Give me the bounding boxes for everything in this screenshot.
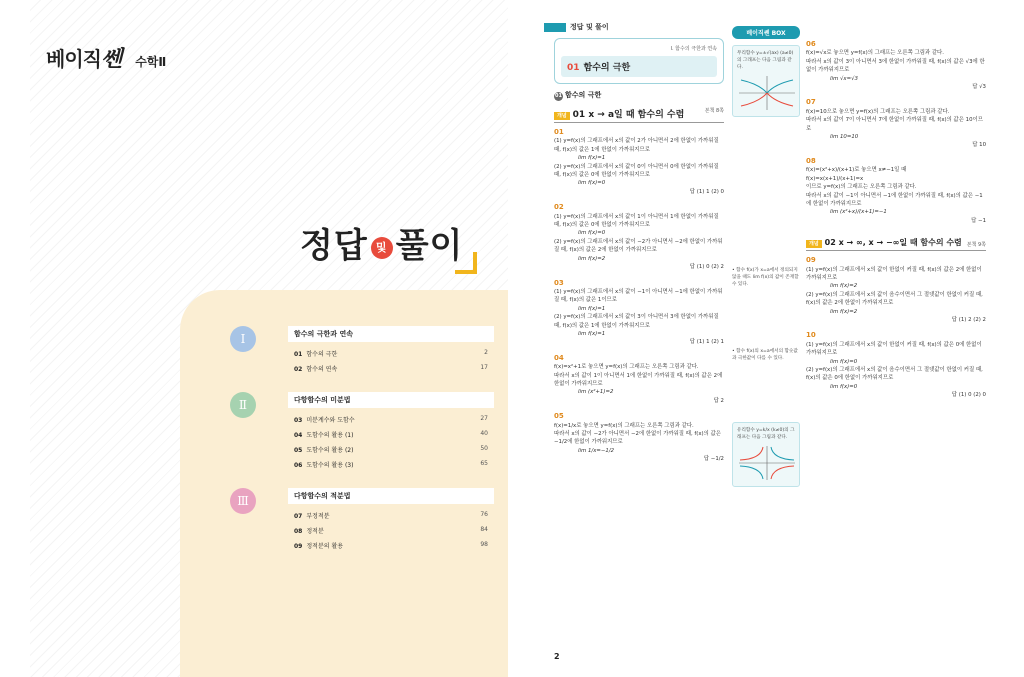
toc-section-heading: 다항함수의 미분법 xyxy=(288,392,494,408)
toc-entry-page: 17 xyxy=(480,364,488,371)
page-number: 2 xyxy=(554,652,560,661)
box-panel-sqrt xyxy=(732,45,800,117)
problem-line: (2) y=f(x)의 그래프에서 x의 값이 음수이면서 그 절댓값이 한없이 커질 때, f(x)의 값은 0에 한없이 가까워지므로 xyxy=(806,367,983,382)
right-page-solutions xyxy=(522,0,994,677)
toc-section xyxy=(230,326,494,376)
answer: 답 (1) 0 (2) 2 xyxy=(689,264,724,271)
answer: 답 (1) 1 (2) 1 xyxy=(689,339,724,346)
answer: 답 (1) 1 (2) 0 xyxy=(689,188,724,195)
toc-entry-label: 부정적분 xyxy=(306,513,330,520)
problem-line: lim 1/x=−1/2 xyxy=(578,447,615,454)
problem-list xyxy=(554,128,724,464)
toc-entry-page: 76 xyxy=(480,511,488,518)
problem-block xyxy=(554,203,724,271)
problem-line: lim f(x)=0 xyxy=(830,358,858,365)
toc-entry-code: 01 xyxy=(294,351,303,358)
problem-block xyxy=(554,128,724,196)
toc-entry-page: 98 xyxy=(480,541,488,548)
toc-entry-page: 65 xyxy=(480,460,488,467)
problem-line: f(x)=x(x+1)/(x+1)=x xyxy=(806,175,864,182)
toc-entry-page: 40 xyxy=(480,430,488,437)
toc-entry-label: 미분계수와 도함수 xyxy=(306,417,355,424)
box-panel-rational xyxy=(732,422,800,487)
problem-block xyxy=(806,98,986,149)
problem-number: 08 xyxy=(806,156,816,165)
problem-line: lim f(x)=1 xyxy=(578,305,606,312)
toc-entry-code: 04 xyxy=(294,432,303,439)
toc-section-number: Ⅱ xyxy=(230,392,256,418)
problem-number: 01 xyxy=(554,128,564,136)
problem-line: 이므로 y=f(x)의 그래프는 오른쪽 그림과 같다. xyxy=(806,184,917,191)
toc-entry[interactable] xyxy=(288,412,494,427)
concept-tag: 개념 xyxy=(554,112,570,120)
main-column xyxy=(554,38,724,471)
box-text: 무리함수 y=±√(ax) (a≠0)의 그래프는 다음 그림과 같다. xyxy=(737,51,794,70)
problem-number: 10 xyxy=(806,331,816,340)
toc-section-heading: 함수의 극한과 연속 xyxy=(288,326,494,342)
problem-line: (1) y=f(x)의 그래프에서 x의 값이 2가 아니면서 2에 한없이 가까워질 때, f(x)의 값은 1에 한없이 가까워지므로 xyxy=(554,138,719,153)
problem-line: lim (x²+1)=2 xyxy=(578,389,614,396)
problem-line: f(x)=10으로 놓으면 y=f(x)의 그래프는 오른쪽 그림과 같다. xyxy=(806,108,950,115)
problem-number: 09 xyxy=(806,256,816,265)
side-problem-list xyxy=(806,40,986,225)
toc-entry-code: 05 xyxy=(294,447,303,454)
concept-header-01 xyxy=(554,107,724,123)
problem-line: lim f(x)=0 xyxy=(578,180,606,187)
problem-line: 따라서 x의 값이 −1이 아니면서 −1에 한없이 가까워질 때, f(x)의 값은 −1에 한없이 가까워지므로 xyxy=(806,192,983,207)
header-label: 정답 및 풀이 xyxy=(570,23,609,31)
brand-mark: 쎈 xyxy=(100,46,122,72)
toc-entry-label: 도함수의 활용 (2) xyxy=(306,447,354,454)
toc-entry-page: 50 xyxy=(480,445,488,452)
concept-header-02 xyxy=(806,235,986,251)
toc-entry-label: 정적분 xyxy=(306,528,324,535)
toc-entry-code: 09 xyxy=(294,543,303,550)
toc-entry[interactable] xyxy=(288,427,494,442)
side-column xyxy=(806,40,986,407)
side-problem-list-2 xyxy=(806,256,986,400)
toc-section-number: Ⅰ xyxy=(230,326,256,352)
toc-section xyxy=(230,488,494,553)
problem-line: lim √x=√3 xyxy=(830,75,858,82)
subject-label: 수학Ⅱ xyxy=(135,55,167,69)
unit-number: 01 xyxy=(567,63,580,73)
answer: 답 (1) 2 (2) 2 xyxy=(951,316,986,323)
problem-line: (2) y=f(x)의 그래프에서 x의 값이 음수이면서 그 절댓값이 한없이 커질 때, f(x)의 값은 2에 한없이 가까워지므로 xyxy=(806,291,983,307)
problem-line: (2) y=f(x)의 그래프에서 x의 값이 3이 아니면서 3에 한없이 가까워질 때, f(x)의 값은 1에 한없이 가까워지므로 xyxy=(554,314,719,329)
brand-name: 베이직 xyxy=(46,47,101,71)
left-page-cover xyxy=(30,0,508,677)
problem-number: 07 xyxy=(806,98,816,107)
toc-entry-code: 03 xyxy=(294,417,303,424)
brand-logo xyxy=(46,42,166,73)
title-mid-badge: 및 xyxy=(371,237,393,259)
sqrt-graph-illustration xyxy=(737,74,797,112)
toc-entry-page: 2 xyxy=(484,349,488,356)
box-note-2: • 함수 f(x)의 x=a에서의 함숫값과 극한값이 다를 수 있다. xyxy=(732,349,798,361)
toc-entry-label: 정적분의 활용 xyxy=(306,543,344,550)
problem-number: 06 xyxy=(806,40,816,48)
corner-bracket-decoration xyxy=(455,252,477,274)
toc-entry[interactable] xyxy=(288,538,494,553)
toc-entry[interactable] xyxy=(288,457,494,472)
concept2-reference: 본책 9쪽 xyxy=(966,242,986,249)
answer: 답 √3 xyxy=(972,84,986,91)
problem-line: (2) y=f(x)의 그래프에서 x의 값이 0이 아니면서 0에 한없이 가까워질 때, f(x)의 값은 0에 한없이 가까워지므로 xyxy=(554,163,719,179)
toc-entry-code: 02 xyxy=(294,366,303,373)
problem-line: (1) y=f(x)의 그래프에서 x의 값이 −1이 아니면서 −1에 한없이 가까워질 때, f(x)의 값은 1이므로 xyxy=(554,288,723,304)
unit-title-text: 함수의 극한 xyxy=(583,63,631,73)
concept2-tag: 개념 xyxy=(806,240,822,248)
problem-line: (2) y=f(x)의 그래프에서 x의 값이 −2가 아니면서 −2에 한없이 가까워질 때, f(x)의 값은 2에 한없이 가까워지므로 xyxy=(554,238,723,254)
problem-line: lim 10=10 xyxy=(830,134,859,141)
header-book-icon xyxy=(544,23,566,32)
unit-card xyxy=(554,38,724,84)
problem-number: 05 xyxy=(554,412,564,421)
page-title xyxy=(300,218,463,267)
problem-line: lim f(x)=0 xyxy=(578,230,606,237)
problem-line: lim f(x)=0 xyxy=(830,383,858,390)
title-part-b: 풀이 xyxy=(395,226,464,266)
problem-block xyxy=(554,279,724,347)
problem-line: 따라서 x의 값이 7이 아니면서 7에 한없이 가까워질 때, f(x)의 값은 10이므로 xyxy=(806,117,983,132)
answer: 답 (1) 0 (2) 0 xyxy=(951,392,986,399)
toc-entry-label: 도함수의 활용 (3) xyxy=(306,462,354,469)
problem-block xyxy=(554,354,724,405)
problem-line: f(x)=x²+1로 놓으면 y=f(x)의 그래프는 오른쪽 그림과 같다. xyxy=(554,364,699,371)
problem-line: lim f(x)=2 xyxy=(830,308,858,315)
concept-title: x → a일 때 함수의 수렴 xyxy=(588,110,685,120)
toc-entry-page: 27 xyxy=(480,415,488,422)
problem-number: 03 xyxy=(554,278,564,287)
section-badge: 01 xyxy=(555,93,562,99)
toc-section-number: Ⅲ xyxy=(230,488,256,514)
box-note-1: • 함수 f(x)가 x=a에서 정의되지 않을 때도 lim f(x)의 값이 존재할 수 있다. xyxy=(732,268,799,287)
problem-number: 04 xyxy=(554,353,564,362)
answer: 답 −1/2 xyxy=(703,456,724,463)
toc-entry-label: 도함수의 활용 (1) xyxy=(306,432,354,439)
answer: 답 2 xyxy=(713,397,724,404)
problem-line: lim (x²+x)/(x+1)=−1 xyxy=(830,209,887,216)
problem-block xyxy=(554,412,724,463)
toc-entry[interactable] xyxy=(288,523,494,538)
title-part-a: 정답 xyxy=(300,226,368,266)
unit-title xyxy=(561,56,717,77)
section-title: 함수의 극한 xyxy=(565,91,602,99)
toc-entry-code: 06 xyxy=(294,462,303,469)
problem-line: (1) y=f(x)의 그래프에서 x의 값이 한없이 커질 때, f(x)의 값은 2에 한없이 가까워지므로 xyxy=(806,266,982,281)
table-of-contents xyxy=(230,326,494,569)
toc-entry-label: 함수의 극한 xyxy=(306,351,338,358)
problem-line: lim f(x)=2 xyxy=(830,283,858,290)
box-text-rational: 유리함수 y=k/x (k≠0)의 그래프는 다음 그림과 같다. xyxy=(737,428,795,440)
answer: 답 −1 xyxy=(971,217,986,224)
problem-line: f(x)=√x로 놓으면 y=f(x)의 그래프는 오른쪽 그림과 같다. xyxy=(806,50,944,57)
toc-entry-code: 08 xyxy=(294,528,303,535)
breadcrumb: Ⅰ. 함수의 극한과 연속 xyxy=(670,46,717,52)
problem-line: lim f(x)=2 xyxy=(578,255,606,262)
problem-line: f(x)=(x²+x)/(x+1)로 놓으면 x≠−1일 때 xyxy=(806,167,907,174)
toc-entry[interactable] xyxy=(288,442,494,457)
page-header xyxy=(544,22,609,32)
concept-reference: 본책 8쪽 xyxy=(704,108,724,114)
problem-line: (1) y=f(x)의 그래프에서 x의 값이 한없이 커질 때, f(x)의 값은 0에 한없이 가까워지므로 xyxy=(806,341,982,357)
toc-entry[interactable] xyxy=(288,508,494,523)
toc-entry-page: 84 xyxy=(480,526,488,533)
problem-block xyxy=(806,157,986,225)
box-title: 베이직쎈 BOX xyxy=(732,26,800,39)
toc-entry[interactable] xyxy=(288,361,494,376)
concept-number: 01 xyxy=(572,110,586,120)
section-heading xyxy=(554,90,724,101)
basic-box-column xyxy=(732,26,800,493)
problem-block xyxy=(806,331,986,399)
problem-line: f(x)=1/x로 놓으면 y=f(x)의 그래프는 오른쪽 그림과 같다. xyxy=(554,422,694,429)
toc-section-heading: 다항함수의 적분법 xyxy=(288,488,494,504)
problem-block xyxy=(806,256,986,324)
problem-number: 02 xyxy=(554,203,564,212)
problem-line: 따라서 x의 값이 1이 아니면서 1에 한없이 가까워질 때, f(x)의 값은 2에 한없이 가까워지므로 xyxy=(554,372,723,387)
toc-entry-label: 함수의 연속 xyxy=(306,366,338,373)
problem-line: lim f(x)=1 xyxy=(578,330,606,337)
concept2-number: 02 xyxy=(824,238,836,248)
toc-entry-code: 07 xyxy=(294,513,303,520)
problem-line: lim f(x)=1 xyxy=(578,155,606,162)
problem-block xyxy=(806,40,986,91)
problem-line: (1) y=f(x)의 그래프에서 x의 값이 1이 아니면서 1에 한없이 가까워질 때, f(x)의 값은 0에 한없이 가까워지므로 xyxy=(554,213,719,229)
problem-line: 따라서 x의 값이 −2가 아니면서 −2에 한없이 가까워질 때, f(x)의 값은 −1/2에 한없이 가까워지므로 xyxy=(554,431,721,446)
rational-graph-illustration xyxy=(737,444,797,482)
problem-line: 따라서 x의 값이 3이 아니면서 3에 한없이 가까워질 때, f(x)의 값은 √3에 한없이 가까워지므로 xyxy=(806,58,985,74)
toc-entry[interactable] xyxy=(288,346,494,361)
toc-section xyxy=(230,392,494,472)
concept2-title: x → ∞, x → −∞일 때 함수의 수렴 xyxy=(838,238,962,248)
answer: 답 10 xyxy=(972,142,986,149)
